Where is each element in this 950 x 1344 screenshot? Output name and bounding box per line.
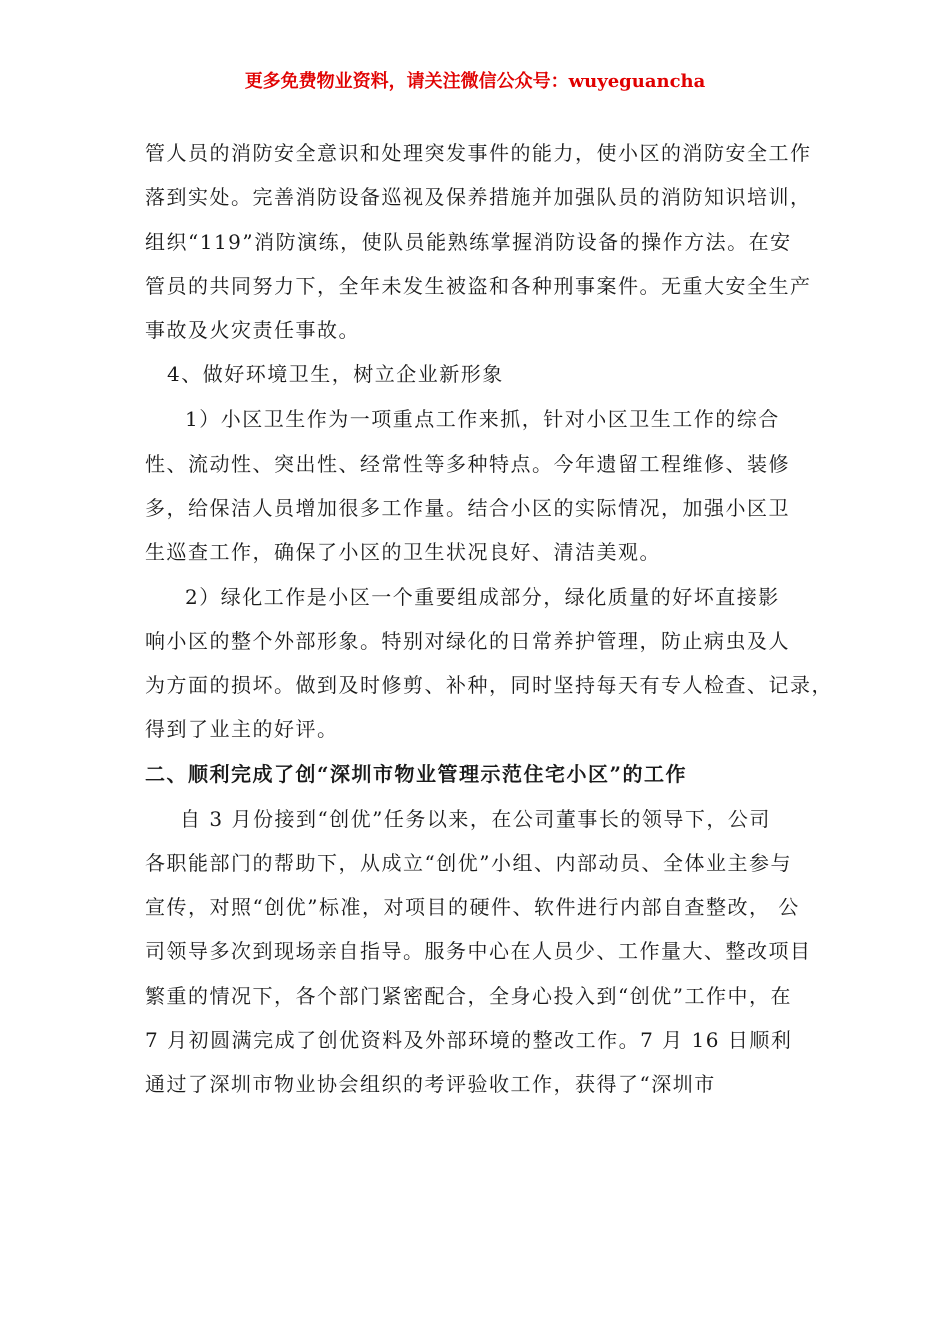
body-line: 2）绿化工作是小区一个重要组成部分，绿化质量的好坏直接影 <box>185 585 780 609</box>
header-banner: 更多免费物业资料，请关注微信公众号：wuyeguancha <box>244 71 706 92</box>
body-line: 自 3 月份接到“创优”任务以来，在公司董事长的领导下，公司 <box>180 807 771 831</box>
body-line: 各职能部门的帮助下，从成立“创优”小组、内部动员、全体业主参与 <box>145 851 792 875</box>
body-line: 管员的共同努力下，全年未发生被盗和各种刑事案件。无重大安全生产 <box>145 274 812 298</box>
body-line: 为方面的损坏。做到及时修剪、补种，同时坚持每天有专人检查、记录， <box>145 673 833 697</box>
body-line: 繁重的情况下，各个部门紧密配合，全身心投入到“创优”工作中，在 <box>145 984 792 1008</box>
section-heading: 二、顺利完成了创“深圳市物业管理示范住宅小区”的工作 <box>145 762 688 786</box>
body-line: 落到实处。完善消防设备巡视及保养措施并加强队员的消防知识培训， <box>145 185 812 209</box>
body-line: 得到了业主的好评。 <box>145 717 339 741</box>
body-line: 响小区的整个外部形象。特别对绿化的日常养护管理，防止病虫及人 <box>145 629 790 653</box>
body-line: 生巡查工作，确保了小区的卫生状况良好、清洁美观。 <box>145 540 661 564</box>
body-line: 1）小区卫生作为一项重点工作来抓，针对小区卫生工作的综合 <box>185 407 780 431</box>
body-line: 事故及火灾责任事故。 <box>145 318 360 342</box>
body-line: 宣传，对照“创优”标准，对项目的硬件、软件进行内部自查整改， 公 <box>145 895 800 919</box>
body-line: 组织“119”消防演练，使队员能熟练掌握消防设备的操作方法。在安 <box>145 230 792 254</box>
body-line: 通过了深圳市物业协会组织的考评验收工作，获得了“深圳市 <box>145 1072 716 1096</box>
body-line: 性、流动性、突出性、经常性等多种特点。今年遗留工程维修、装修 <box>145 452 790 476</box>
section-subheading: 4、做好环境卫生，树立企业新形象 <box>167 362 504 386</box>
body-line: 多，给保洁人员增加很多工作量。结合小区的实际情况，加强小区卫 <box>145 496 790 520</box>
body-line: 管人员的消防安全意识和处理突发事件的能力，使小区的消防安全工作 <box>145 141 812 165</box>
body-line: 司领导多次到现场亲自指导。服务中心在人员少、工作量大、整改项目 <box>145 939 812 963</box>
body-line: 7 月初圆满完成了创优资料及外部环境的整改工作。7 月 16 日顺利 <box>145 1028 793 1052</box>
